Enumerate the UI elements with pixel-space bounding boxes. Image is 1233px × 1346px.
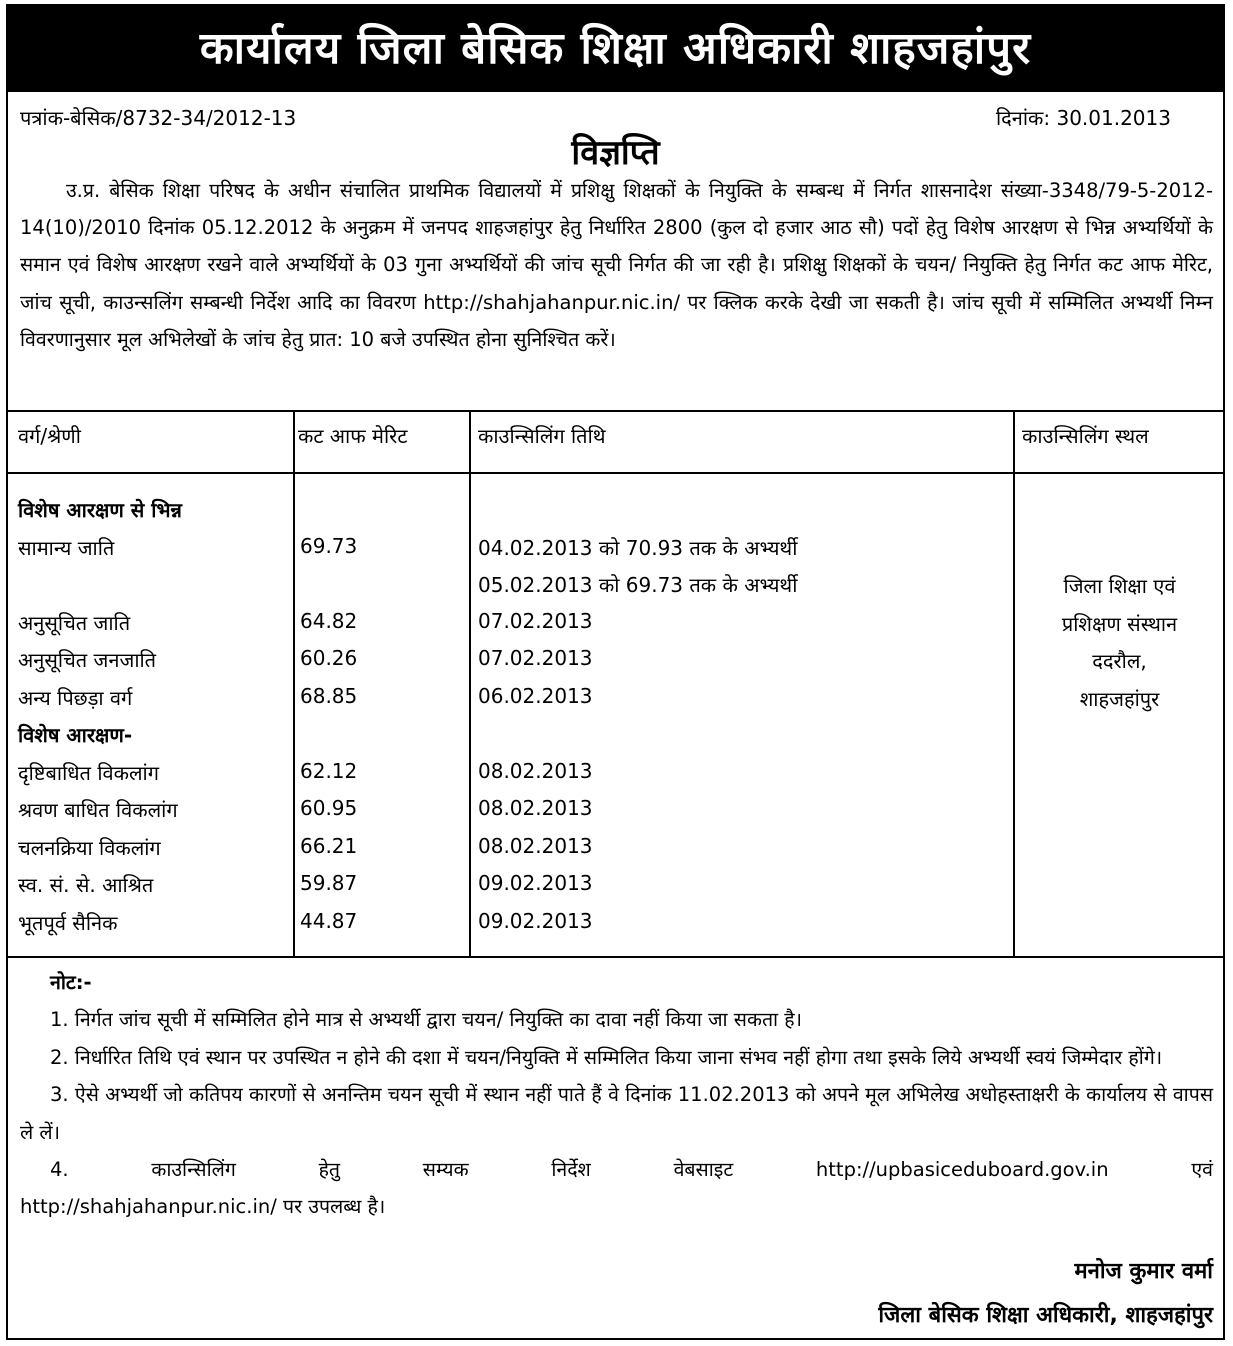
category-cell: सामान्य जाति: [18, 535, 115, 560]
notice: [6, 4, 1225, 1340]
header-category: वर्ग/श्रेणी: [18, 424, 81, 448]
cutoff-cell: 60.95: [300, 796, 358, 820]
table-row: [8, 909, 1223, 946]
officer-name: मनोज कुमार वर्मा: [1074, 1259, 1213, 1284]
date-cell: 09.02.2013: [478, 871, 593, 895]
note-4-continued: http://shahjahanpur.nic.in/ पर उपलब्ध है।: [20, 1195, 386, 1219]
note-1: 1. निर्गत जांच सूची में सम्मिलित होने मात्र से अभ्यर्थी द्वारा चयन/ नियुक्ति का दावा नहीं किया जा सकता है।: [50, 1008, 803, 1032]
note-4-word: 4.: [50, 1158, 69, 1182]
date-cell: 07.02.2013: [478, 646, 593, 670]
date-cell: 09.02.2013: [478, 908, 593, 933]
date-cell: 07.02.2013: [478, 608, 593, 633]
notes-heading: नोट:-: [50, 971, 92, 994]
date-cell: 06.02.2013: [478, 683, 593, 708]
intro-paragraph: उ.प्र. बेसिक शिक्षा परिषद के अधीन संचालित प्राथमिक विद्यालयों में प्रशिक्षु शिक्षकों के नियुक्ति के सम्बन्ध में निर्गत शासनादेश संख्या-3348/79-5-2012-14(10)/2010 दिनांक 05.12.2012 के अनुक्रम में जनपद शाहजहांपुर हेतु निर्धारित 2800 (कुल दो हजार आठ सौ) पदों हेतु विशेष आरक्षण से भिन्न अभ्यर्थियों के समान एवं विशेष आरक्षण रखने वाले अभ्यर्थियों के 03 गुना अभ्यर्थियों की जांच सूची निर्गत की जा रही है। प्रशिक्षु शिक्षकों के चयन/ नियुक्ति हेतु निर्गत कट आफ मेरिट, जांच सूची, काउन्सलिंग सम्बन्धी निर्देश आदि का विवरण http://shahjahanpur.nic.in/ पर क्लिक करके देखी जा सकती है। जांच सूची में सम्मिलित अभ्यर्थी निम्न विवरणानुसार मूल अभिलेखों के जांच हेतु प्रात: 10 बजे उपस्थित होना सुनिश्चित करें।: [20, 179, 1213, 351]
category-cell: विशेष आरक्षण-: [18, 723, 133, 747]
office-header: कार्यालय जिला बेसिक शिक्षा अधिकारी शाहजहांपुर: [8, 6, 1223, 92]
reference-number: पत्रांक-बेसिक/8732-34/2012-13: [20, 106, 297, 130]
cutoff-cell: 68.85: [300, 683, 358, 708]
officer-designation: जिला बेसिक शिक्षा अधिकारी, शाहजहांपुर: [878, 1303, 1213, 1328]
date-cell: 05.02.2013 को 69.73 तक के अभ्यर्थी: [478, 573, 798, 597]
date-cell: 08.02.2013: [478, 833, 593, 858]
category-cell: अनुसूचित जाति: [18, 610, 131, 635]
notice-date: दिनांक: 30.01.2013: [995, 106, 1171, 130]
cutoff-cell: 59.87: [300, 871, 358, 895]
note-4-word: हेतु: [318, 1158, 341, 1182]
header-date: काउन्सिलिंग तिथि: [478, 424, 606, 448]
table-row: [8, 721, 1223, 758]
table-row: [8, 871, 1223, 908]
table-row: [8, 496, 1223, 533]
note-4-word: वेबसाइट: [673, 1158, 734, 1182]
table-top-border: [8, 410, 1223, 412]
date-cell: 08.02.2013: [478, 796, 593, 820]
category-cell: चलनक्रिया विकलांग: [18, 835, 161, 860]
note-3: 3. ऐसे अभ्यर्थी जो कतिपय कारणों से अनन्तिम चयन सूची में स्थान नहीं पाते हैं वे दिनांक 11.02.2013 को अपने मूल अभिलेख अधोहस्ताक्षरी के कार्यालय से वापस ले लें।: [20, 1083, 1213, 1144]
table-bottom-border: [8, 956, 1223, 958]
category-cell: श्रवण बाधित विकलांग: [18, 798, 178, 822]
venue-line: ददरौल,: [1092, 649, 1147, 673]
table-row: [8, 759, 1223, 796]
cutoff-cell: 60.26: [300, 646, 358, 670]
date-cell: 04.02.2013 को 70.93 तक के अभ्यर्थी: [478, 535, 798, 560]
note-4-link: http://upbasiceduboard.gov.in: [815, 1158, 1109, 1182]
category-cell: अन्य पिछड़ा वर्ग: [18, 685, 133, 710]
date-cell: 08.02.2013: [478, 758, 593, 783]
note-4-word: निर्देश: [551, 1158, 591, 1182]
category-cell: स्व. सं. से. आश्रित: [18, 873, 154, 897]
category-cell: अनुसूचित जनजाति: [18, 648, 157, 672]
note-4-word: सम्यक: [422, 1158, 469, 1182]
cutoff-cell: 69.73: [300, 533, 358, 558]
table-row: [8, 534, 1223, 571]
cutoff-cell: 44.87: [300, 908, 358, 933]
category-cell: भूतपूर्व सैनिक: [18, 910, 118, 935]
category-cell: दृष्टिबाधित विकलांग: [18, 760, 159, 785]
notice-title: विज्ञप्ति: [571, 133, 660, 173]
cutoff-cell: 66.21: [300, 833, 358, 858]
table-row: [8, 796, 1223, 833]
venue-cell: [1014, 568, 1225, 718]
signature-block: [878, 1250, 1213, 1338]
cutoff-cell: 62.12: [300, 758, 358, 783]
venue-line: शाहजहांपुर: [1079, 686, 1160, 711]
header-venue: काउन्सिलिंग स्थल: [1022, 424, 1149, 448]
header-cutoff: कट आफ मेरिट: [298, 424, 408, 448]
category-cell: विशेष आरक्षण से भिन्न: [18, 498, 182, 522]
venue-line: जिला शिक्षा एवं: [1063, 574, 1176, 598]
note-4-word: एवं: [1191, 1158, 1213, 1182]
table-row: [8, 834, 1223, 871]
cutoff-cell: 64.82: [300, 608, 358, 633]
table-header-border: [8, 472, 1223, 474]
notes-section: [20, 964, 1213, 1226]
venue-line: प्रशिक्षण संस्थान: [1061, 611, 1178, 636]
note-4: [20, 1151, 1213, 1188]
note-4-word: काउन्सिलिंग: [151, 1158, 236, 1182]
note-2: 2. निर्धारित तिथि एवं स्थान पर उपस्थित न होने की दशा में चयन/नियुक्ति में सम्मिलित किया जाना संभव नहीं होगा तथा इसके लिये अभ्यर्थी स्वयं जिम्मेदार होंगे।: [50, 1045, 1163, 1069]
